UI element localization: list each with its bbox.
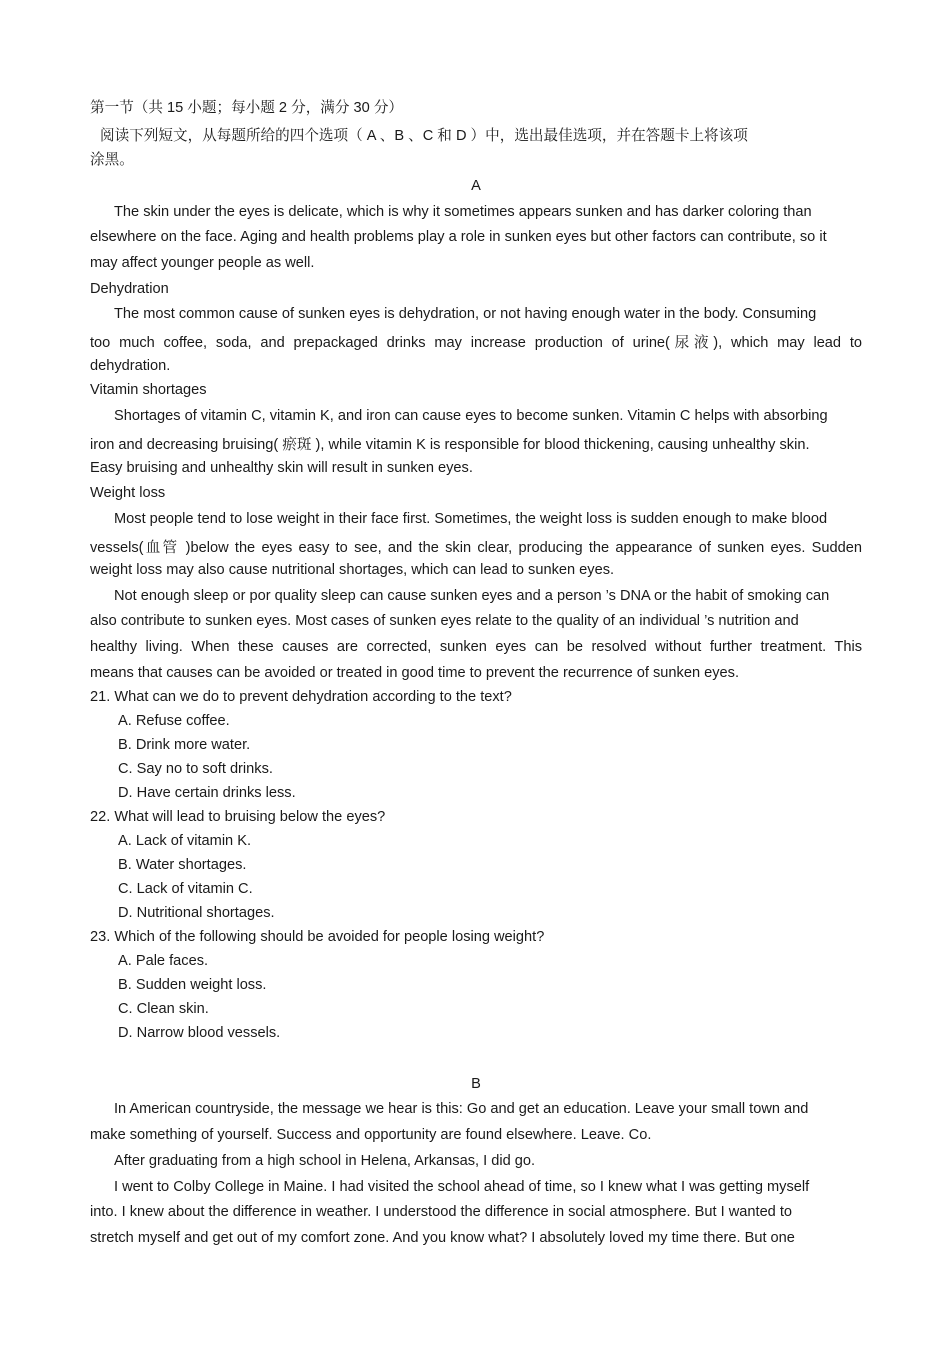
question-23-option-b: B. Sudden weight loss. [118,977,267,993]
passage-a-p1-line1: The skin under the eyes is delicate, which is why it sometimes appears sunken and has darker coloring than [114,204,812,220]
question-22-option-c: C. Lack of vitamin C. [118,881,253,897]
heading-dehydration: Dehydration [90,281,169,297]
passage-a-p1-line3: may affect younger people as well. [90,255,315,271]
question-21-option-a: A. Refuse coffee. [118,713,230,729]
passage-a-p2-line2: too much coffee, soda, and prepackaged drinks may increase production of urine(尿液), which may lead to [90,335,862,351]
passage-a-label: A [471,178,481,194]
question-23-option-a: A. Pale faces. [118,953,209,969]
passage-b-p1-line2: make something of yourself. Success and opportunity are found elsewhere. Leave. Co. [90,1127,652,1143]
section-heading: 第一节（共 15 小题；每小题 2 分，满分 30 分） [90,100,404,116]
heading-weight-loss: Weight loss [90,485,166,501]
question-23-option-d: D. Narrow blood vessels. [118,1025,281,1041]
question-21-option-b: B. Drink more water. [118,737,251,753]
heading-vitamin-shortages: Vitamin shortages [90,382,207,398]
instruction-line-2: 涂黑。 [90,152,134,168]
passage-a-p5-line4: means that causes can be avoided or treated in good time to prevent the recurrence of sunken eyes. [90,665,740,681]
passage-b-label: B [471,1076,481,1092]
question-23-option-c: C. Clean skin. [118,1001,209,1017]
passage-a-p1-line2: elsewhere on the face. Aging and health problems play a role in sunken eyes but other factors can contribute, so it [90,229,827,245]
passage-b-p2-line1: After graduating from a high school in Helena, Arkansas, I did go. [114,1153,536,1169]
question-21-option-d: D. Have certain drinks less. [118,785,296,801]
passage-a-p5-line2: also contribute to sunken eyes. Most cases of sunken eyes relate to the quality of an individual ’s nutrition and [90,613,799,629]
question-21-option-c: C. Say no to soft drinks. [118,761,273,777]
question-22-stem: 22. What will lead to bruising below the eyes? [90,809,386,825]
passage-a-p4-line2: vessels(血管 )below the eyes easy to see, and the skin clear, producing the appearance of sunken eyes. Sudden [90,540,862,556]
passage-b-p3-line3: stretch myself and get out of my comfort zone. And you know what? I absolutely loved my time there. But one [90,1230,795,1246]
passage-a-p2-line3: dehydration. [90,358,171,374]
question-21-stem: 21. What can we do to prevent dehydration according to the text? [90,689,512,705]
question-23-stem: 23. Which of the following should be avoided for people losing weight? [90,929,545,945]
question-22-option-a: A. Lack of vitamin K. [118,833,252,849]
passage-a-p3-line1: Shortages of vitamin C, vitamin K, and iron can cause eyes to become sunken. Vitamin C helps with absorbing [114,408,828,424]
passage-b-p3-line2: into. I knew about the difference in weather. I understood the difference in social atmosphere. But I wanted to [90,1204,793,1220]
passage-a-p3-line2: iron and decreasing bruising( 瘀斑 ), while vitamin K is responsible for blood thickening, causing unhealthy skin. [90,437,810,453]
passage-b-p1-line1: In American countryside, the message we hear is this: Go and get an education. Leave your small town and [114,1101,809,1117]
passage-a-p4-line3: weight loss may also cause nutritional shortages, which can lead to sunken eyes. [90,562,615,578]
question-22-option-d: D. Nutritional shortages. [118,905,275,921]
passage-a-p2-line1: The most common cause of sunken eyes is dehydration, or not having enough water in the body. Consuming [114,306,817,322]
passage-a-p3-line3: Easy bruising and unhealthy skin will result in sunken eyes. [90,460,473,476]
passage-a-p5-line3: healthy living. When these causes are corrected, sunken eyes can be resolved without further treatment. This [90,639,862,655]
instruction-line-1: 阅读下列短文，从每题所给的四个选项（ A 、B 、C 和 D ）中，选出最佳选项，并在答题卡上将该项 [100,128,748,144]
passage-a-p5-line1: Not enough sleep or por quality sleep can cause sunken eyes and a person ’s DNA or the habit of smoking can [114,588,830,604]
passage-b-p3-line1: I went to Colby College in Maine. I had visited the school ahead of time, so I knew what I was getting myself [114,1179,810,1195]
question-22-option-b: B. Water shortages. [118,857,247,873]
passage-a-p4-line1: Most people tend to lose weight in their face first. Sometimes, the weight loss is sudden enough to make blood [114,511,828,527]
